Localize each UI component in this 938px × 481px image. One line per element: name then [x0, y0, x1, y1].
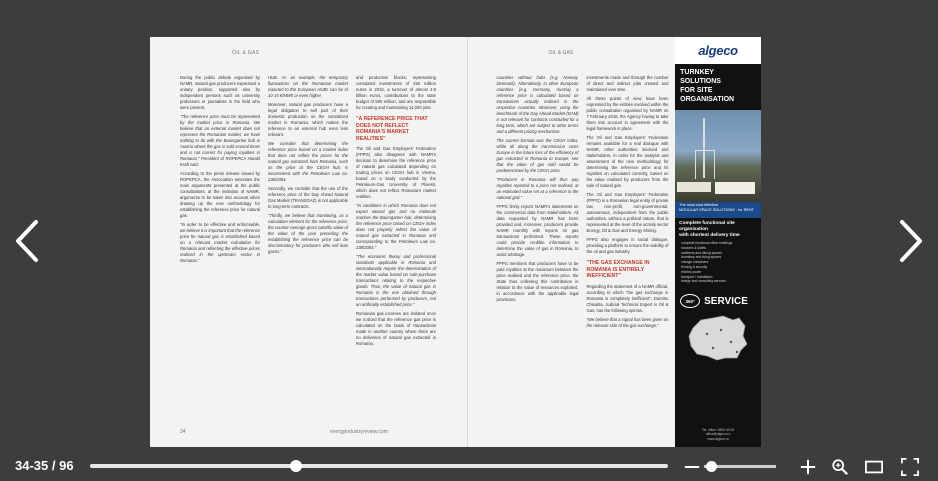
- list-item: showers & toilets: [681, 245, 707, 250]
- paragraph: Moreover, natural gas producers have a legal obligation to sell part of their domestic production on the centralized market in Romania, which makes the reference to an external hub even less relevant.: [268, 102, 348, 137]
- paragraph: and production blocks, representing cumulated investments of 450 million euros in 2016, a turnover of almost 2.9 billion euros, contributions to the state budget of 500 million, and are responsible for creating and maintaining 14,000 jobs.: [356, 75, 436, 110]
- list-item: transport / installation: [681, 274, 713, 279]
- ad-site-photo: [675, 110, 761, 202]
- paragraph: "In order to be effective and enforceable, we believe it is important that the reference price for natural gas is established based on a relevant market calculation for Romania and reflecting the effective prices realised in the upstream sector in Romania.": [180, 222, 260, 263]
- viewer-toolbar: [0, 452, 938, 481]
- zoom-out-button[interactable]: [682, 457, 702, 477]
- page-slider-track[interactable]: [90, 464, 668, 468]
- previous-page-button[interactable]: [12, 216, 42, 266]
- paragraph: Romanian gas incomes are isolated once we noticed that the reference gas price is calculated on the basis of transactions made in another country where there are no deliveries of natural gas extracted in Romania.: [356, 311, 436, 346]
- modular-cabin-shape: [677, 182, 711, 192]
- section-heading: "THE GAS EXCHANGE IN ROMANIA IS ENTIRELY INEFFICIENT": [586, 260, 650, 279]
- paragraph: HUB. As an example, the temporary fluctuations on the Romanian market reported to the European HUBs can be of 10-15 €/MWh or even higher.: [268, 75, 348, 98]
- modular-cabin-shape: [715, 182, 755, 194]
- magnifier-icon: [831, 458, 849, 476]
- ad-blue-banner: [675, 202, 761, 218]
- left-column-1: [180, 75, 260, 267]
- page-view-icon: [864, 458, 884, 476]
- paragraph: FPPG mentions that producers have to be paid royalties at the maximum between the price realised and the reference price, the State thus collecting this contribution in relation to the value of resources exploited, in accordance with the applicable legal provisions.: [496, 261, 579, 302]
- page-header-right: OIL & GAS: [548, 50, 574, 56]
- section-heading: "A REFERENCE PRICE THAT DOES NOT REFLECT ROMANIA'S MARKET REALITIES": [356, 116, 428, 142]
- page-slider-handle[interactable]: [290, 460, 302, 472]
- ad-feature-list: [675, 239, 761, 284]
- page-footer-url: energyindustryreview.com: [330, 429, 388, 435]
- paragraph: "The economic theory and professional standards applicable in Romania and internationally require the determination of the market value based on sale-purchase transactions relating to the respective goods. Thus, the value of natural gas in Romania is the one obtained through transactions performed by producers, not an artificially established price.": [356, 254, 436, 307]
- paragraph: Regarding the statement of a NAMR official, according to which "the gas exchange in Romania is completely inefficient", Dumitru Chisalita, Judicial Technical Expert in Oil & Gas, has the following opinion.: [586, 283, 669, 313]
- list-item: storage containers: [681, 260, 709, 265]
- paragraph: "Thirdly, we believe that monitoring, as a calculation element for the reference price, the counter-average gross calorific value of the value of the year preceding the establishing the reference price can be discriminatory for producers who sell lean gases.": [268, 213, 348, 254]
- ad-contact-line: Tel. office: 0800 00 00: [701, 427, 735, 432]
- drilling-rig-base-shape: [695, 150, 715, 179]
- ad-service-circle: 360°: [680, 294, 700, 308]
- ad-subheading-line: Complete functional site organisation: [679, 221, 735, 232]
- romania-map-icon: [687, 314, 749, 362]
- list-item: dormitory and living spaces: [681, 255, 722, 260]
- zoom-slider-handle[interactable]: [706, 461, 717, 472]
- right-column-2: [586, 75, 668, 332]
- paragraph: FPPG also engages in social dialogue, providing a platform to ensure the viability of the oil and gas industry.: [586, 237, 669, 254]
- list-item: canteens and dining spaces: [681, 250, 723, 255]
- algeco-logo: algeco: [698, 43, 738, 58]
- ad-service-text: SERVICE: [704, 295, 748, 307]
- list-item: complete functional office buildings: [681, 241, 733, 245]
- chevron-left-icon: [14, 219, 40, 263]
- right-page-text: [468, 37, 675, 447]
- zoom-in-button[interactable]: [798, 457, 818, 477]
- list-item: electric power: [681, 269, 702, 274]
- paragraph: We consider that determining the reference price based on a market index that does not reflect the prices for the natural gas extracted from Romania, such as the price at the CEGH hub, is inconsistent with the Petroleum Law no. 238/2004.: [268, 141, 348, 182]
- fullscreen-button[interactable]: [900, 457, 920, 477]
- paragraph: investments made and through the number of direct and indirect jobs created and maintained over time.: [586, 75, 669, 92]
- paragraph: Secondly, we consider that the use of the reference price of the Day Ahead Natural Gas Market (TRANSGAZ) is not applicable to long-term contracts.: [268, 186, 348, 209]
- left-page[interactable]: [150, 37, 468, 447]
- single-page-view-button[interactable]: [864, 457, 884, 477]
- page-number: 34: [180, 429, 186, 435]
- ad-contact-line: office@algeco.ro: [705, 432, 731, 436]
- page-indicator: 34-35 / 96: [15, 458, 74, 473]
- paragraph: During the public debate organised by NAMR, natural gas producers expressed a unitary position, supported also by independent persons such as university professors or journalists in the field who were present.: [180, 75, 260, 110]
- fullscreen-icon: [901, 458, 919, 476]
- paragraph: According to the press release issued by ROPEPCA, the Association reiterates the main arguments presented at the public consultations, at the invitation of NAMR, arguments to be taken into account when drawing up the new methodology for establishing the reference price for natural gas.: [180, 171, 260, 218]
- next-page-button[interactable]: [896, 216, 926, 266]
- ad-service-badge: [680, 294, 756, 308]
- paragraph: countries without hubs (e.g. Norway, Denmark). Alternatively, in other European countries (e.g. Germany, Austria) a reference price is calculated based on transactions actually realised in the respective countries. Moreover, using the benchmark of the Day Ahead Market (DAM) is not relevant for contracts concluded for a long term, which are subject to other terms and a different pricing mechanism.: [496, 75, 579, 134]
- plus-icon: [799, 458, 817, 476]
- paragraph: The Oil and Gas Employers' Federation (FPPG) also disagrees with NAMR's decision to determine the reference price of natural gas calculated depending on trading prices on CEGH hub in Vienna, based on a study conducted by the Petroleum-Gas University of Ploiesti, which does not reflect Romania's market realities.: [356, 146, 436, 199]
- paragraph: All these points of view have been expressed by the entities involved within the public consultation organised by NAMR on 7 February 2018, the Agency having to take them into account in agreement with the legal framework in place.: [586, 96, 669, 131]
- ad-headline: [675, 64, 761, 104]
- left-column-2: [268, 75, 348, 258]
- paragraph: The Oil and Gas Employers' Federation (FPPG) is a Romanian legal entity of private law, non-profit, non-governmental, autonomous, independent from the public authorities, without a political nature, that is represented at the level of the activity sector Energy, Oil & Gas and Energy Mining.: [586, 192, 669, 233]
- paragraph: FPPG firmly rejects NAMR's statements on the commercial data from stakeholders. All data requested by NAMR has been provided and, moreover, producers provide NAMR monthly with reports on gas transactions performed. These reports could provide credible information to determine the value of gas in Romania, to avoid arbitrage.: [496, 204, 579, 257]
- ad-logo-band: [675, 37, 761, 64]
- ad-headline-line: TURNKEY SOLUTIONS: [680, 69, 721, 85]
- magnify-button[interactable]: [830, 457, 850, 477]
- right-column-1: [496, 75, 578, 306]
- paragraph: "In conditions in which Romania does not export natural gas and no molecule reaches the Baumgarten hub, determining the reference price based on CEGH index does not properly reflect the value of natural gas extracted in Romania and corresponding to the Petroleum Law no. 238/2004.": [356, 203, 436, 250]
- ad-contact: [675, 428, 761, 442]
- algeco-advert: [675, 37, 761, 447]
- minus-icon: [683, 458, 701, 476]
- ad-banner-line: MODULAR SPACE SOLUTIONS - for RENT: [679, 208, 754, 212]
- ad-subheading-line: with shortest delivery time: [679, 233, 740, 238]
- page-spread: [150, 37, 761, 447]
- list-item: design and consulting services: [681, 279, 727, 284]
- paragraph: The current formula was the CEGH index, while all along the transmission costs Europe in the future loss of the efficiency of gas extracted in Romania to Europe, see that the value of gas sold would be predetermined by the CEGH price.: [496, 138, 579, 173]
- ad-banner-line: The most cost effective: [679, 203, 719, 207]
- paragraph: "We believe that a signal has been given on the relevant side of the gas exchange.": [586, 316, 669, 328]
- paragraph: The Oil and Gas Employers' Federation remains available for a real dialogue with NAMR, other authorities involved and stakeholders, in order for the analysis and assessment of the new methodology for determining the reference price and its royalties on calculated correctly, based on the value realised by producers from the sale of natural gas.: [586, 135, 669, 188]
- ad-contact-line: www.algeco.ro: [707, 436, 729, 441]
- ad-headline-line: FOR SITE ORGANISATION: [680, 87, 735, 103]
- list-item: fencing & security: [681, 264, 708, 269]
- paragraph: "The reference price must be represented by the market price in Romania. We believe that an external market does not represent the Romanian market, we have nothing to do with the Baumgarten hub in Austria where the gas is sold several times and is not correct for paying royalties in Romania," President of ROPEPCA Harald Kraft said.: [180, 114, 260, 167]
- paragraph: "Producers in Romania will thus pay royalties reported to a price not realised, at an estimated value set at a reference in the national grid.": [496, 177, 579, 200]
- page-header-left: OIL & GAS: [232, 50, 260, 56]
- left-column-3: [356, 75, 436, 350]
- chevron-right-icon: [898, 219, 924, 263]
- right-page[interactable]: [468, 37, 761, 447]
- ad-subheading: [675, 218, 761, 239]
